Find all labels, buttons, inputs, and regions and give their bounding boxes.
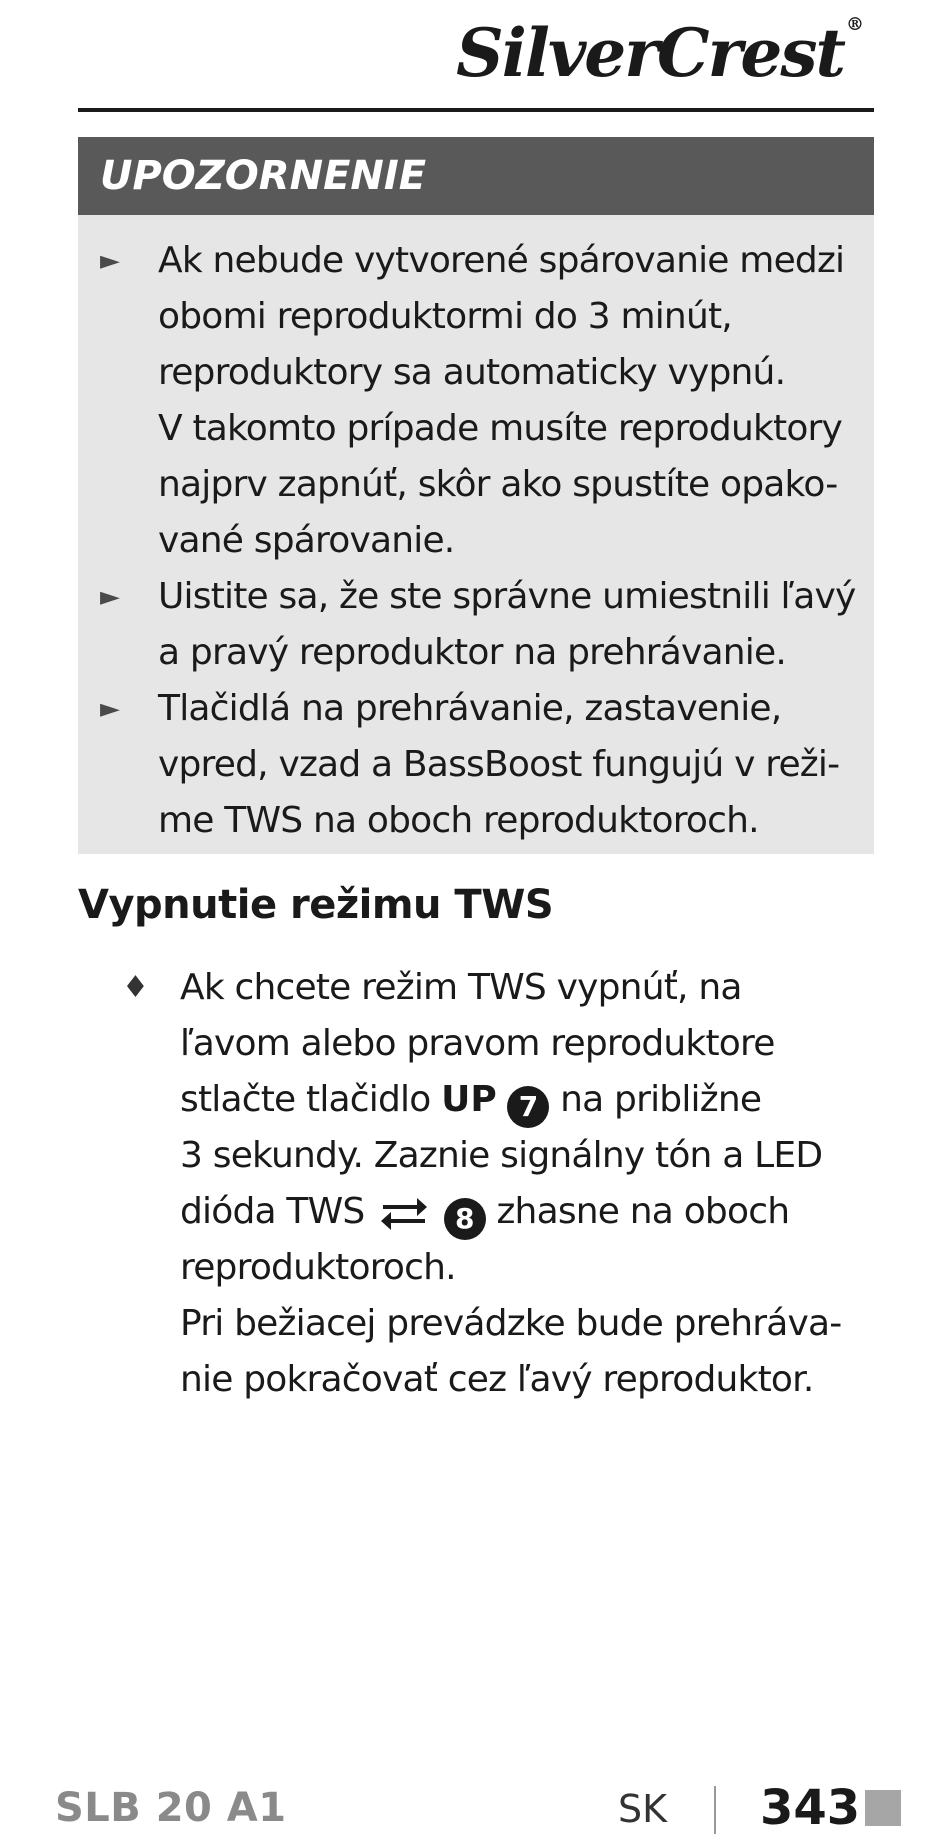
- brand-logo: SilverCrest ®: [456, 14, 862, 92]
- notice-line: Ak nebude vytvorené spárovanie medzi: [158, 240, 845, 281]
- page-number: 343: [760, 1780, 861, 1836]
- step-line: nie pokračovať cez ľavý reproduktor.: [180, 1359, 814, 1400]
- notice-box: [78, 215, 874, 854]
- notice-line: reproduktory sa automaticky vypnú.: [158, 352, 786, 393]
- footer-square-mark: [865, 1790, 901, 1826]
- arrow-bullet-icon: ►: [100, 582, 120, 612]
- number-7-badge-icon: 7: [507, 1086, 549, 1128]
- notice-line: me TWS na oboch reproduktoroch.: [158, 800, 759, 841]
- tws-arrows-icon: [379, 1195, 429, 1231]
- footer-divider: [714, 1786, 716, 1834]
- notice-line: a pravý reproduktor na prehrávanie.: [158, 632, 786, 673]
- notice-line: vané spárovanie.: [158, 520, 455, 561]
- diamond-bullet-icon: ♦: [122, 970, 149, 1005]
- number-8-badge-icon: 8: [444, 1198, 486, 1240]
- header-rule: [78, 108, 874, 112]
- notice-line: V takomto prípade musíte reproduktory: [158, 408, 843, 449]
- footer-language: SK: [618, 1787, 668, 1831]
- step-line: Ak chcete režim TWS vypnúť, na: [180, 967, 742, 1008]
- notice-line: Tlačidlá na prehrávanie, zastavenie,: [158, 688, 782, 729]
- notice-line: Uistite sa, že ste správne umiestnili ľavý: [158, 576, 856, 617]
- notice-line: obomi reproduktormi do 3 minút,: [158, 296, 732, 337]
- notice-item: [100, 569, 864, 681]
- step-line: ľavom alebo pravom reproduktore: [180, 1023, 775, 1064]
- notice-item: [100, 233, 864, 569]
- section-title: Vypnutie režimu TWS: [78, 882, 554, 928]
- notice-title: UPOZORNENIE: [78, 137, 874, 215]
- arrow-bullet-icon: ►: [100, 694, 120, 724]
- step-line: Pri bežiacej prevádzke bude prehráva-: [180, 1303, 842, 1344]
- notice-item: [100, 681, 864, 849]
- arrow-bullet-icon: ►: [100, 246, 120, 276]
- step-line: reproduktoroch.: [180, 1247, 456, 1288]
- up-key-label: UP: [441, 1079, 497, 1120]
- step-item: [122, 960, 882, 1408]
- step-line: dióda TWS 8 zhasne na oboch: [180, 1184, 882, 1240]
- step-line: 3 sekundy. Zaznie signálny tón a LED: [180, 1135, 823, 1176]
- footer-model: SLB 20 A1: [55, 1785, 287, 1831]
- notice-line: najprv zapnúť, skôr ako spustíte opako-: [158, 464, 838, 505]
- notice-line: vpred, vzad a BassBoost fungujú v reži-: [158, 744, 840, 785]
- step-line: stlačte tlačidlo UP 7 na približne: [180, 1072, 882, 1128]
